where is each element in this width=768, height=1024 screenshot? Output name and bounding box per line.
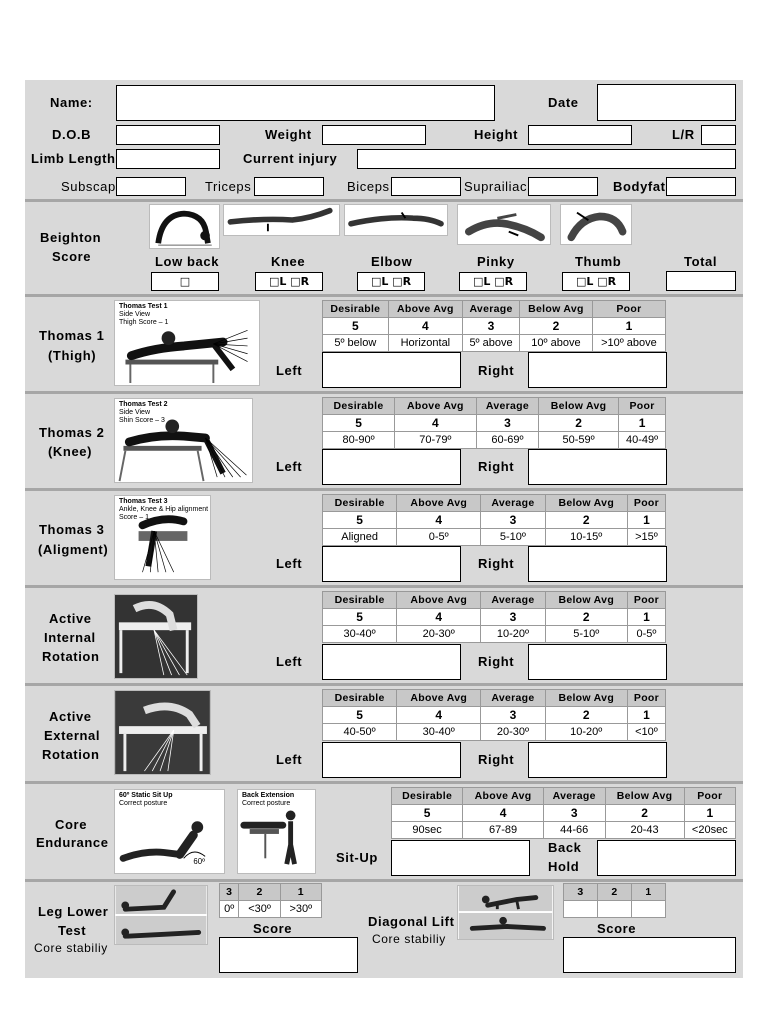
pinky-checkboxes[interactable]: □L □R — [459, 272, 527, 291]
current-injury-label: Current injury — [243, 151, 338, 166]
score-2: 2 — [598, 884, 632, 901]
height-label: Height — [474, 127, 519, 142]
header-poor: Poor — [684, 788, 735, 805]
air-title-3: Rotation — [42, 649, 100, 664]
thomas3-score-table — [322, 494, 666, 546]
height-field[interactable] — [528, 125, 632, 145]
score-5: 5 — [392, 805, 463, 822]
thomas2-left-label: Left — [276, 459, 303, 474]
triceps-field[interactable] — [254, 177, 324, 196]
diagonal-score-label: Score — [597, 921, 637, 936]
header-below-avg: Below Avg — [519, 301, 592, 318]
aer-title-2: External — [44, 728, 101, 743]
header-above-avg: Above Avg — [397, 592, 481, 609]
header-below-avg: Below Avg — [545, 592, 627, 609]
beighton-title: Beighton — [40, 230, 102, 245]
situp-image-title: 60º Static Sit Up — [119, 792, 173, 799]
knee-image — [223, 204, 340, 236]
header-below-avg: Below Avg — [605, 788, 684, 805]
suprailiac-field[interactable] — [528, 177, 598, 196]
score-4: 4 — [388, 318, 462, 335]
header-above-avg: Above Avg — [397, 690, 481, 707]
blank-cell — [632, 901, 666, 918]
name-label: Name: — [50, 95, 93, 110]
thomas3-left-label: Left — [276, 556, 303, 571]
header-above-avg: Above Avg — [397, 495, 481, 512]
header-desirable: Desirable — [323, 495, 397, 512]
score-3: 3 — [481, 512, 545, 529]
range-cell: 5-10º — [481, 529, 545, 546]
leg-lower-score-label: Score — [253, 921, 293, 936]
header-poor: Poor — [627, 592, 665, 609]
thomas2-right-label: Right — [478, 459, 515, 474]
diagonal-score-field[interactable] — [563, 937, 736, 973]
score-4: 4 — [397, 707, 481, 724]
score-3: 3 — [564, 884, 598, 901]
thomas2-image-title: Thomas Test 2 — [119, 401, 168, 408]
back-extension-image-sub: Correct posture — [242, 800, 291, 807]
score-5: 5 — [323, 707, 397, 724]
total-label: Total — [684, 254, 718, 269]
situp-field[interactable] — [391, 840, 530, 876]
core-title-2: Endurance — [36, 835, 109, 850]
date-field[interactable] — [597, 84, 736, 121]
score-2: 2 — [605, 805, 684, 822]
thumb-checkboxes[interactable]: □L □R — [562, 272, 630, 291]
dob-field[interactable] — [116, 125, 220, 145]
low-back-label: Low back — [155, 254, 220, 269]
score-2: 2 — [239, 884, 280, 901]
range-cell: 10º above — [519, 335, 592, 352]
low-back-image — [149, 204, 220, 249]
aer-right-label: Right — [478, 752, 515, 767]
current-injury-field[interactable] — [357, 149, 736, 169]
thomas1-left-label: Left — [276, 363, 303, 378]
air-title-1: Active — [49, 611, 92, 626]
lr-label: L/R — [672, 127, 695, 142]
subscap-field[interactable] — [116, 177, 186, 196]
header-poor: Poor — [627, 495, 665, 512]
leg-lower-image — [114, 885, 208, 945]
assessment-form — [25, 80, 743, 978]
biceps-field[interactable] — [391, 177, 461, 196]
header-average: Average — [463, 301, 520, 318]
aer-left-field[interactable] — [322, 742, 461, 778]
score-1: 1 — [592, 318, 665, 335]
situp-image-sub: Correct posture — [119, 800, 168, 807]
range-cell: 80-90º — [323, 432, 395, 449]
air-left-label: Left — [276, 654, 303, 669]
score-4: 4 — [395, 415, 477, 432]
thomas2-image-view: Side View — [119, 409, 151, 416]
thomas1-image-score: Thigh Score – 1 — [119, 319, 169, 326]
header-desirable: Desirable — [323, 592, 397, 609]
range-cell: 0-5º — [627, 626, 665, 643]
range-cell: 44-66 — [543, 822, 605, 839]
beighton-title-score: Score — [52, 249, 92, 264]
thomas3-image — [114, 495, 211, 580]
knee-label: Knee — [271, 254, 306, 269]
lr-field[interactable] — [701, 125, 736, 145]
score-4: 4 — [397, 512, 481, 529]
situp-image — [114, 789, 225, 874]
suprailiac-label: Suprailiac — [464, 179, 528, 194]
thomas2-right-field[interactable] — [528, 449, 667, 485]
score-3: 3 — [481, 707, 545, 724]
header-above-avg: Above Avg — [388, 301, 462, 318]
header-above-avg: Above Avg — [395, 398, 477, 415]
score-3: 3 — [543, 805, 605, 822]
diagonal-title: Diagonal Lift — [368, 914, 455, 929]
header-desirable: Desirable — [323, 690, 397, 707]
back-hold-label-2: Hold — [548, 859, 580, 874]
thomas1-image-title: Thomas Test 1 — [119, 303, 168, 310]
range-cell: 0º — [220, 901, 239, 918]
knee-checkboxes[interactable]: □L □R — [255, 272, 323, 291]
header-below-avg: Below Avg — [539, 398, 619, 415]
pinky-label: Pinky — [477, 254, 515, 269]
core-score-table — [391, 787, 736, 839]
header-average: Average — [481, 690, 545, 707]
range-cell: 30-40º — [323, 626, 397, 643]
range-cell: 30-40º — [397, 724, 481, 741]
bodyfat-field[interactable] — [666, 177, 736, 196]
range-cell: 50-59º — [539, 432, 619, 449]
score-2: 2 — [545, 609, 627, 626]
back-extension-image — [237, 789, 316, 874]
thumb-image — [560, 204, 632, 245]
score-4: 4 — [397, 609, 481, 626]
section-divider — [25, 391, 743, 394]
score-5: 5 — [323, 318, 389, 335]
range-cell: 20-30º — [481, 724, 545, 741]
header-poor: Poor — [627, 690, 665, 707]
thomas1-right-field[interactable] — [528, 352, 667, 388]
thomas1-right-label: Right — [478, 363, 515, 378]
section-divider — [25, 585, 743, 588]
range-cell: >30º — [280, 901, 321, 918]
leg-lower-score-field[interactable] — [219, 937, 358, 973]
section-divider — [25, 781, 743, 784]
header-desirable: Desirable — [392, 788, 463, 805]
back-hold-label-1: Back — [548, 840, 582, 855]
range-cell: 10-15º — [545, 529, 627, 546]
aer-left-label: Left — [276, 752, 303, 767]
thomas3-right-field[interactable] — [528, 546, 667, 582]
elbow-checkboxes[interactable]: □L □R — [357, 272, 425, 291]
score-3: 3 — [220, 884, 239, 901]
range-cell: 60-69º — [476, 432, 538, 449]
diagonal-lift-image — [457, 885, 554, 940]
air-left-field[interactable] — [322, 644, 461, 680]
thomas2-left-field[interactable] — [322, 449, 461, 485]
range-cell: 40-50º — [323, 724, 397, 741]
aer-image — [114, 690, 211, 775]
section-divider — [25, 488, 743, 491]
score-5: 5 — [323, 415, 395, 432]
header-below-avg: Below Avg — [545, 495, 627, 512]
weight-label: Weight — [265, 127, 312, 142]
aer-title-1: Active — [49, 709, 92, 724]
thomas2-image-score: Shin Score – 3 — [119, 417, 165, 424]
score-1: 1 — [627, 609, 665, 626]
section-divider — [25, 294, 743, 297]
leg-lower-score-table — [219, 883, 322, 918]
situp-angle-label: 60º — [193, 857, 205, 867]
range-cell: 10-20º — [481, 626, 545, 643]
leg-lower-subtitle: Core stabiliy — [34, 941, 108, 955]
thomas3-subtitle: (Aligment) — [38, 542, 109, 557]
date-label: Date — [548, 95, 579, 110]
aer-right-field[interactable] — [528, 742, 667, 778]
limb-length-field[interactable] — [116, 149, 220, 169]
diagonal-subtitle: Core stabiliy — [372, 932, 446, 946]
thomas1-image-view: Side View — [119, 311, 151, 318]
section-divider — [25, 683, 743, 686]
subscap-label: Subscap — [61, 179, 116, 194]
thomas3-image-title: Thomas Test 3 — [119, 498, 168, 505]
score-3: 3 — [463, 318, 520, 335]
bodyfat-label: Bodyfat — [613, 179, 666, 194]
score-2: 2 — [545, 707, 627, 724]
range-cell: 20-43 — [605, 822, 684, 839]
thomas3-image-view: Ankle, Knee & Hip alignment — [119, 506, 209, 513]
low-back-checkbox[interactable]: □ — [151, 272, 219, 291]
range-cell: Horizontal — [388, 335, 462, 352]
air-score-table — [322, 591, 666, 643]
section-divider — [25, 199, 743, 202]
score-3: 3 — [476, 415, 538, 432]
thumb-label: Thumb — [575, 254, 622, 269]
header-above-avg: Above Avg — [463, 788, 544, 805]
thomas1-left-field[interactable] — [322, 352, 461, 388]
header-poor: Poor — [619, 398, 666, 415]
diagonal-score-table — [563, 883, 666, 918]
range-cell: <20sec — [684, 822, 735, 839]
score-1: 1 — [627, 707, 665, 724]
header-average: Average — [481, 592, 545, 609]
range-cell: 10-20º — [545, 724, 627, 741]
score-1: 1 — [619, 415, 666, 432]
range-cell: Aligned — [323, 529, 397, 546]
thomas2-subtitle: (Knee) — [48, 444, 93, 459]
score-1: 1 — [632, 884, 666, 901]
header-desirable: Desirable — [323, 301, 389, 318]
thomas2-image — [114, 398, 253, 483]
score-4: 4 — [463, 805, 544, 822]
range-cell: 5-10º — [545, 626, 627, 643]
range-cell: 67-89 — [463, 822, 544, 839]
score-1: 1 — [684, 805, 735, 822]
thomas1-score-table — [322, 300, 666, 352]
range-cell: 0-5º — [397, 529, 481, 546]
score-2: 2 — [539, 415, 619, 432]
range-cell: <10º — [627, 724, 665, 741]
range-cell: >15º — [627, 529, 665, 546]
range-cell: 90sec — [392, 822, 463, 839]
elbow-image — [344, 204, 448, 236]
score-2: 2 — [519, 318, 592, 335]
header-average: Average — [476, 398, 538, 415]
thomas2-score-table — [322, 397, 666, 449]
air-right-field[interactable] — [528, 644, 667, 680]
pinky-image — [457, 204, 551, 245]
dob-label: D.O.B — [52, 127, 92, 142]
range-cell: 70-79º — [395, 432, 477, 449]
air-title-2: Internal — [44, 630, 96, 645]
triceps-label: Triceps — [205, 179, 252, 194]
name-field[interactable] — [116, 85, 495, 121]
range-cell: <30º — [239, 901, 280, 918]
score-3: 3 — [481, 609, 545, 626]
thomas3-image-score: Score – 1 — [119, 514, 149, 521]
air-image — [114, 594, 198, 679]
aer-title-3: Rotation — [42, 747, 100, 762]
thomas1-subtitle: (Thigh) — [48, 348, 97, 363]
score-1: 1 — [280, 884, 321, 901]
leg-lower-title-1: Leg Lower — [38, 904, 109, 919]
range-cell: 5º above — [463, 335, 520, 352]
core-title-1: Core — [55, 817, 88, 832]
thomas3-title: Thomas 3 — [39, 522, 105, 537]
header-average: Average — [543, 788, 605, 805]
header-desirable: Desirable — [323, 398, 395, 415]
thomas3-right-label: Right — [478, 556, 515, 571]
back-hold-field[interactable] — [597, 840, 736, 876]
back-extension-image-title: Back Extension — [242, 792, 295, 799]
header-poor: Poor — [592, 301, 665, 318]
blank-cell — [564, 901, 598, 918]
thomas3-left-field[interactable] — [322, 546, 461, 582]
situp-label: Sit-Up — [336, 850, 378, 865]
biceps-label: Biceps — [347, 179, 390, 194]
score-2: 2 — [545, 512, 627, 529]
section-divider — [25, 879, 743, 882]
weight-field[interactable] — [322, 125, 426, 145]
header-average: Average — [481, 495, 545, 512]
air-right-label: Right — [478, 654, 515, 669]
blank-cell — [598, 901, 632, 918]
leg-lower-title-2: Test — [58, 923, 87, 938]
thomas2-title: Thomas 2 — [39, 425, 105, 440]
limb-length-label: Limb Length — [31, 151, 116, 166]
score-5: 5 — [323, 512, 397, 529]
range-cell: 5º below — [323, 335, 389, 352]
aer-score-table — [322, 689, 666, 741]
total-field[interactable] — [666, 271, 736, 291]
range-cell: 20-30º — [397, 626, 481, 643]
score-5: 5 — [323, 609, 397, 626]
thomas1-image — [114, 300, 260, 386]
range-cell: 40-49º — [619, 432, 666, 449]
elbow-label: Elbow — [371, 254, 413, 269]
score-1: 1 — [627, 512, 665, 529]
thomas1-title: Thomas 1 — [39, 328, 105, 343]
range-cell: >10º above — [592, 335, 665, 352]
header-below-avg: Below Avg — [545, 690, 627, 707]
